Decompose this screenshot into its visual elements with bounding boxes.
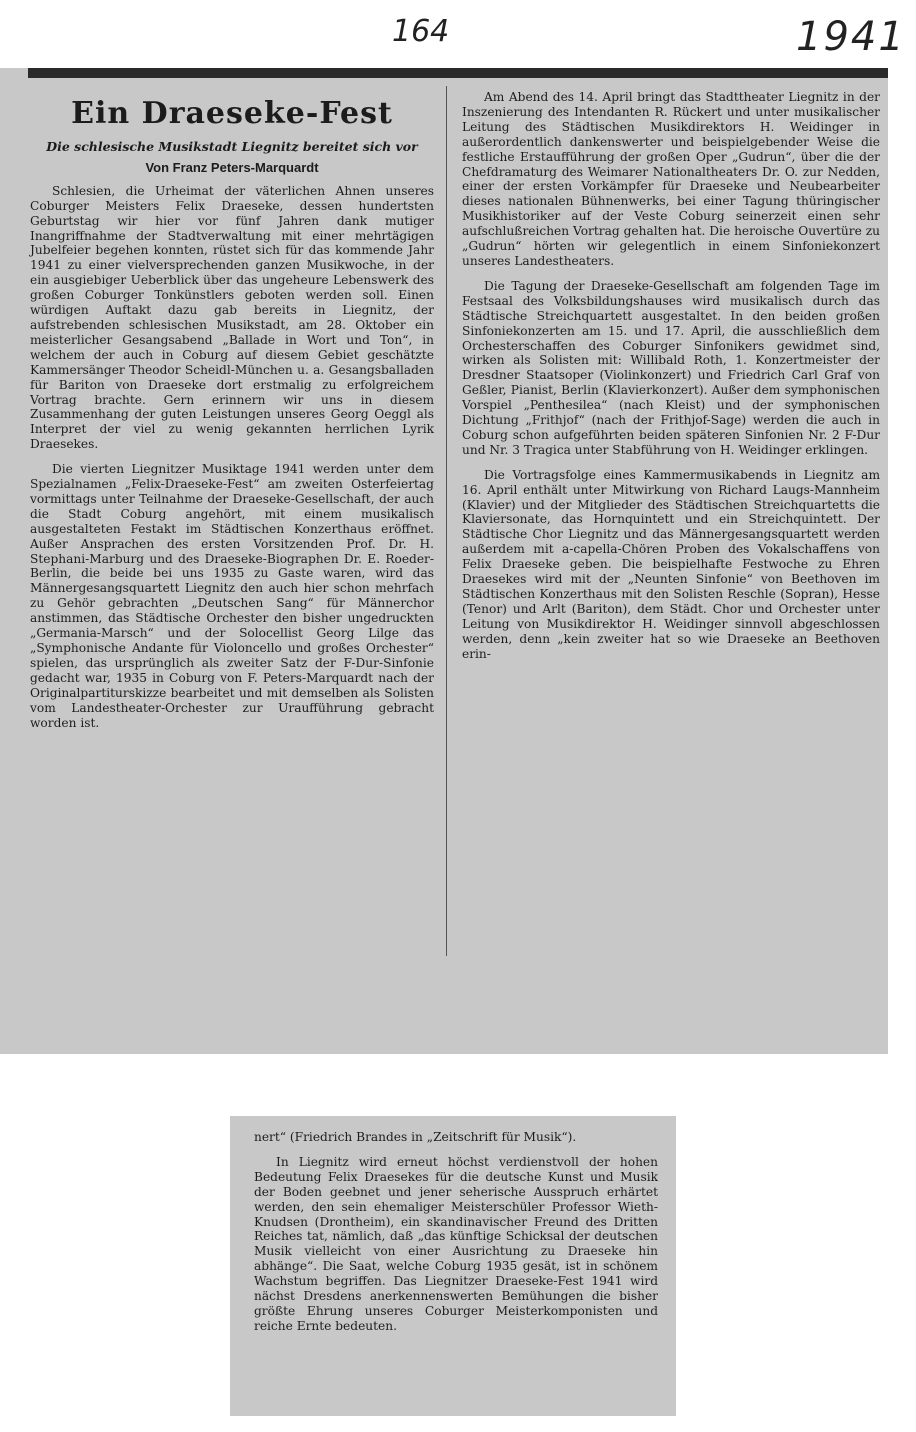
paragraph: Am Abend des 14. April bringt das Stadttheater Liegnitz in der Inszenierung des Intendanten R. Rückert und unter musikalischer Leitung des Städtischen Musikdirektors H. Weidinger in außerordentlich dankenswerter und beispielgebender Weise die festliche Erstaufführung der großen Oper „Gudrun“, über die der Chefdramaturg des Weimarer Nationaltheaters Dr. O. zur Nedden, einer der ersten Vorkämpfer für Draeseke und Neubearbeiter dieses nationalen Bühnenwerks, bei einer Tagung thüringischer Musikhistoriker auf der Veste Coburg seinerzeit einen sehr aufschlußreichen Vortrag gehalten hat. Die heroische Ouvertüre zu „Gudrun“ hörten wir gelegentlich in einem Sinfoniekonzert unseres Landestheaters. — [462, 90, 880, 268]
article-right-column — [462, 90, 880, 672]
newspaper-clipping-continuation — [230, 1116, 676, 1416]
paragraph: Die Vortragsfolge eines Kammermusikabends in Liegnitz am 16. April enthält unter Mitwirkung von Richard Laugs-Mannheim (Klavier) und der Mitglieder des Städtischen Streichquartetts die Klaviersonate, das Hornquintett und ein Streichquintett. Der Städtische Chor Liegnitz und das Männergesangsquartett werden außerdem mit a-capella-Chören Proben des Vokalschaffens von Felix Draeseke geben. Die beispielhafte Festwoche zu Ehren Draesekes wird mit der „Neunten Sinfonie“ von Beethoven im Städtischen Konzerthaus mit den Solisten Reschle (Sopran), Hesse (Tenor) und Arlt (Bariton), dem Städt. Chor und Orchester unter Leitung von Musikdirektor H. Weidinger sinnvoll abgeschlossen werden, denn „kein zweiter hat so wie Draeseke an Beethoven erin- — [462, 467, 880, 661]
paragraph: Die Tagung der Draeseke-Gesellschaft am folgenden Tage im Festsaal des Volksbildungshauses wird musikalisch durch das Städtische Streichquartett ausgestaltet. In den beiden großen Sinfoniekonzerten am 15. und 17. April, die ausschließlich dem Orchesterschaffen des Coburger Sinfonikers gewidmet sind, wirken als Solisten mit: Willibald Roth, 1. Konzertmeister der Dresdner Staatsoper (Violinkonzert) und Friedrich Carl Graf von Geßler, Pianist, Berlin (Klavierkonzert). Außer dem symphonischen Vorspiel „Penthesilea“ (nach Kleist) und der symphonischen Dichtung „Frithjof“ (nach der Frithjof-Sage) werden die auch in Coburg schon aufgeführten beiden späteren Sinfonien Nr. 2 F-Dur und Nr. 3 Tragica unter Stabführung von H. Weidinger erklingen. — [462, 278, 880, 457]
paragraph: Die vierten Liegnitzer Musiktage 1941 werden unter dem Spezialnamen „Felix-Draeseke-Fest“ am zweiten Osterfeiertag vormittags unter Teilnahme der Draeseke-Gesellschaft, der auch die Stadt Coburg angehört, mit einem musikalisch ausgestalteten Festakt im Städtischen Konzerthaus eröffnet. Außer Ansprachen des ersten Vorsitzenden Prof. Dr. H. Stephani-Marburg und des Draeseke-Biographen Dr. E. Roeder-Berlin, die beide bei uns 1935 zu Gaste waren, wird das Männergesangsquartett Liegnitz den auch hier schon mehrfach zu Gehör gebrachten „Deutschen Sang“ für Männerchor anstimmen, das Städtische Orchester den bisher ungedruckten „Germania-Marsch“ und der Solocellist Georg Lilge das „Symphonische Andante für Violoncello und großes Orchester“ spielen, das ursprünglich als zweiter Satz der F-Dur-Sinfonie gedacht war, 1935 in Coburg von F. Peters-Marquardt nach der Originalpartiturskizze bearbeitet und mit demselben als Solisten vom Landestheater-Orchester zur Uraufführung gebracht worden ist. — [30, 462, 434, 730]
continuation-column — [254, 1130, 658, 1344]
article-left-column — [30, 90, 434, 740]
article-subhead: Die schlesische Musikstadt Liegnitz bereitet sich vor — [46, 139, 418, 154]
paragraph: Schlesien, die Urheimat der väterlichen Ahnen unseres Coburger Meisters Felix Draeseke, dessen hundertsten Geburtstag wir hier vor fünf Jahren dank mutiger Inangriffnahme der Stadtverwaltung mit einer mehrtägigen Jubelfeier begehen konnten, rüstet sich für das kommende Jahr 1941 zu einer vielversprechenden ganzen Musikwoche, in der ein ausgiebiger Ueberblick über das ungeheure Lebenswerk des großen Coburger Tonkünstlers geboten werden soll. Einen würdigen Auftakt dazu gab bereits in Liegnitz, der aufstrebenden schlesischen Musikstadt, am 28. Oktober ein meisterlicher Gesangsabend „Ballade in Wort und Ton“, in welchem der auch in Coburg auf diesem Gebiet geschätzte Kammersänger Theodor Scheidl-München u. a. Gesangsballaden für Bariton von Draeseke dort erstmalig zu erfolgreichem Vortrag brachte. Gern erinnern wir uns in diesem Zusammenhang der guten Leistungen unseres Georg Oeggl als Interpret der viel zu wenig gekannten herrlichen Lyrik Draesekes. — [30, 183, 434, 452]
article-byline: Von Franz Peters-Marquardt — [145, 159, 319, 175]
top-rule — [28, 68, 888, 78]
handwritten-page-number: 164 — [392, 14, 450, 49]
paragraph: In Liegnitz wird erneut höchst verdienstvoll der hohen Bedeutung Felix Draesekes für die deutsche Kunst und Musik der Boden geebnet und jener seherische Ausspruch erhärtet werden, den sein ehemaliger Meisterschüler Professor Wieth-Knudsen (Drontheim), ein skandinavischer Freund des Dritten Reiches tat, nämlich, daß „das künftige Schicksal der deutschen Musik vielleicht von einer Ausrichtung zu Draeseke hin abhänge“. Die Saat, welche Coburg 1935 gesät, ist in schönem Wachstum begriffen. Das Liegnitzer Draeseke-Fest 1941 wird nächst Dresdens anerkennenswerten Bemühungen die bisher größte Ehrung unseres Coburger Meisterkomponisten und reiche Ernte bedeuten. — [254, 1154, 658, 1333]
column-divider — [446, 86, 447, 956]
paragraph: nert“ (Friedrich Brandes in „Zeitschrift für Musik“). — [254, 1130, 577, 1144]
newspaper-clipping-main — [0, 68, 888, 1054]
handwritten-year: 1941 — [796, 14, 906, 60]
article-headline: Ein Draeseke-Fest — [71, 96, 393, 131]
